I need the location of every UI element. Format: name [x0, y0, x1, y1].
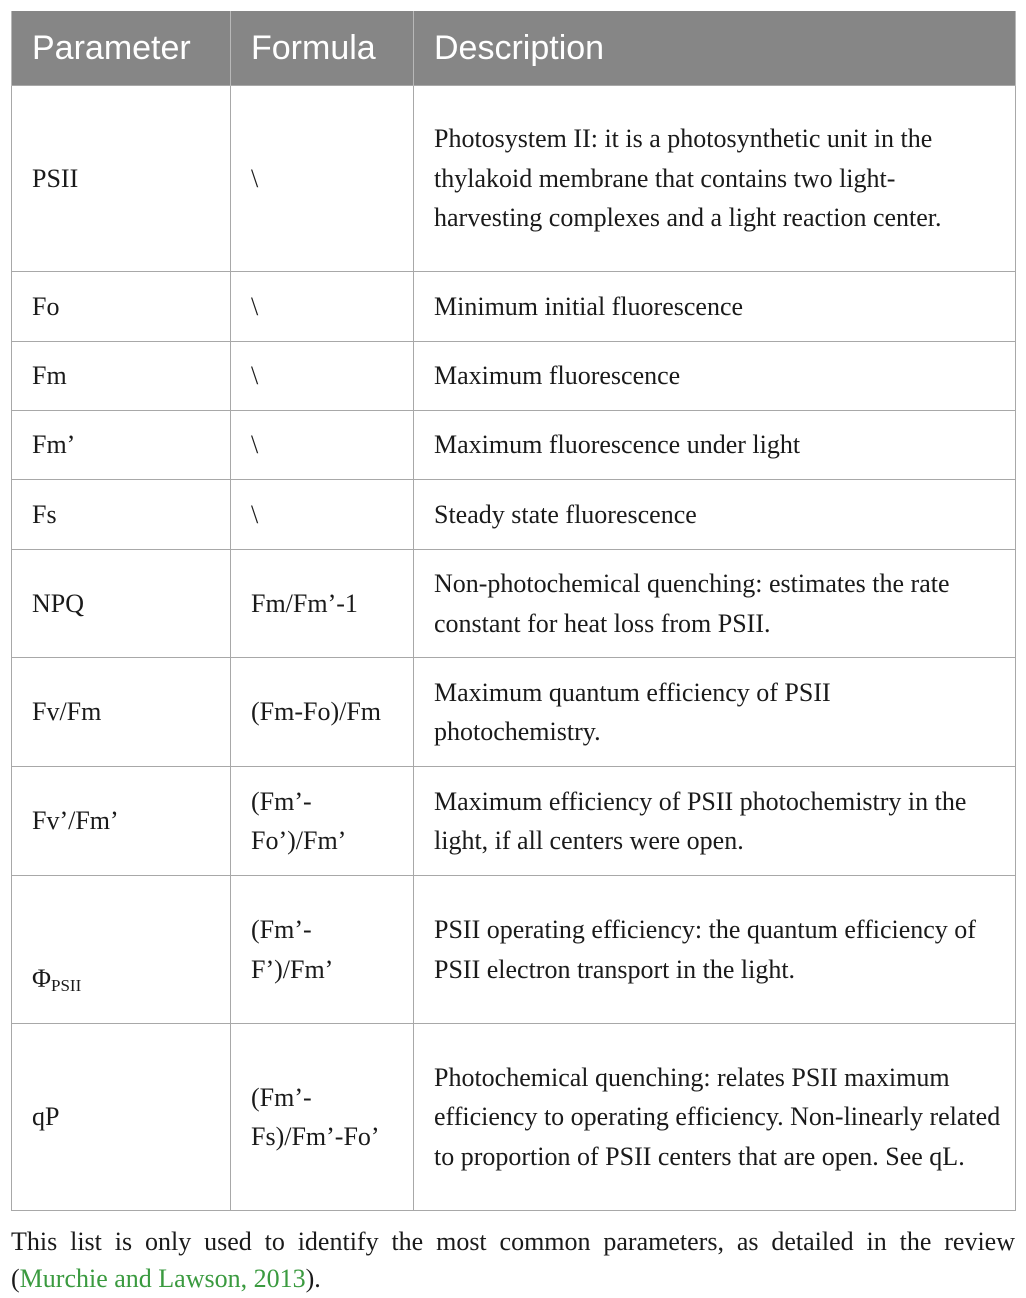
- table-row: [12, 767, 1016, 876]
- table-row: [12, 658, 1016, 767]
- table-row: [12, 1024, 1016, 1211]
- description-cell: Minimum initial fluorescence: [414, 272, 1016, 342]
- description-cell: Maximum efficiency of PSII photochemistry in the light, if all centers were open.: [414, 767, 1016, 876]
- parameter-cell: Fm’: [12, 411, 231, 480]
- parameter-cell: Fv’/Fm’: [12, 767, 231, 876]
- table-row: [12, 342, 1016, 411]
- phi-psii-symbol: $\Phi_{PSII}$: [32, 963, 82, 995]
- table-row: [12, 411, 1016, 480]
- table-row: [12, 876, 1016, 1024]
- header-formula: Formula: [231, 11, 414, 86]
- parameter-cell: Fs: [12, 480, 231, 550]
- formula-cell: (Fm’-F’)/Fm’: [231, 876, 414, 1024]
- footnote-text: This list is only used to identify the most common parameters, as detailed in the review (: [11, 1227, 1015, 1293]
- parameter-cell: Fm: [12, 342, 231, 411]
- description-cell: Photochemical quenching: relates PSII maximum efficiency to operating efficiency. Non-linearly related to proportion of PSII centers that are open. See qL.: [414, 1024, 1016, 1211]
- formula-cell: Fm/Fm’-1: [231, 550, 414, 658]
- formula-cell: \: [231, 411, 414, 480]
- description-cell: PSII operating efficiency: the quantum efficiency of PSII electron transport in the light.: [414, 876, 1016, 1024]
- description-cell: Non-photochemical quenching: estimates the rate constant for heat loss from PSII.: [414, 550, 1016, 658]
- footnote-closing: ).: [305, 1264, 321, 1293]
- description-cell: Maximum fluorescence under light: [414, 411, 1016, 480]
- description-cell: Steady state fluorescence: [414, 480, 1016, 550]
- parameter-cell: PSII: [12, 86, 231, 272]
- parameter-cell: Fv/Fm: [12, 658, 231, 767]
- description-cell: Maximum quantum efficiency of PSII photochemistry.: [414, 658, 1016, 767]
- table-row: [12, 480, 1016, 550]
- parameter-cell: Fo: [12, 272, 231, 342]
- table-row: [12, 550, 1016, 658]
- table-header-row: [12, 11, 1016, 86]
- parameter-table-container: [11, 11, 1015, 1211]
- formula-cell: \: [231, 342, 414, 411]
- parameter-cell: qP: [12, 1024, 231, 1211]
- formula-cell: \: [231, 480, 414, 550]
- table-row: [12, 272, 1016, 342]
- formula-cell: (Fm’-Fs)/Fm’-Fo’: [231, 1024, 414, 1211]
- header-parameter: Parameter: [12, 11, 231, 86]
- formula-cell: (Fm’-Fo’)/Fm’: [231, 767, 414, 876]
- formula-cell: \: [231, 272, 414, 342]
- description-cell: Maximum fluorescence: [414, 342, 1016, 411]
- formula-cell: (Fm-Fo)/Fm: [231, 658, 414, 767]
- parameter-cell: NPQ: [12, 550, 231, 658]
- parameter-table: [11, 11, 1016, 1211]
- table-row: [12, 86, 1016, 272]
- description-cell: Photosystem II: it is a photosynthetic unit in the thylakoid membrane that contains two light-harvesting complexes and a light reaction center.: [414, 86, 1016, 272]
- citation-link[interactable]: Murchie and Lawson, 2013: [19, 1264, 306, 1293]
- table-footnote: [11, 1223, 1015, 1297]
- header-description: Description: [414, 11, 1016, 86]
- formula-cell: \: [231, 86, 414, 272]
- parameter-cell: [12, 876, 231, 1024]
